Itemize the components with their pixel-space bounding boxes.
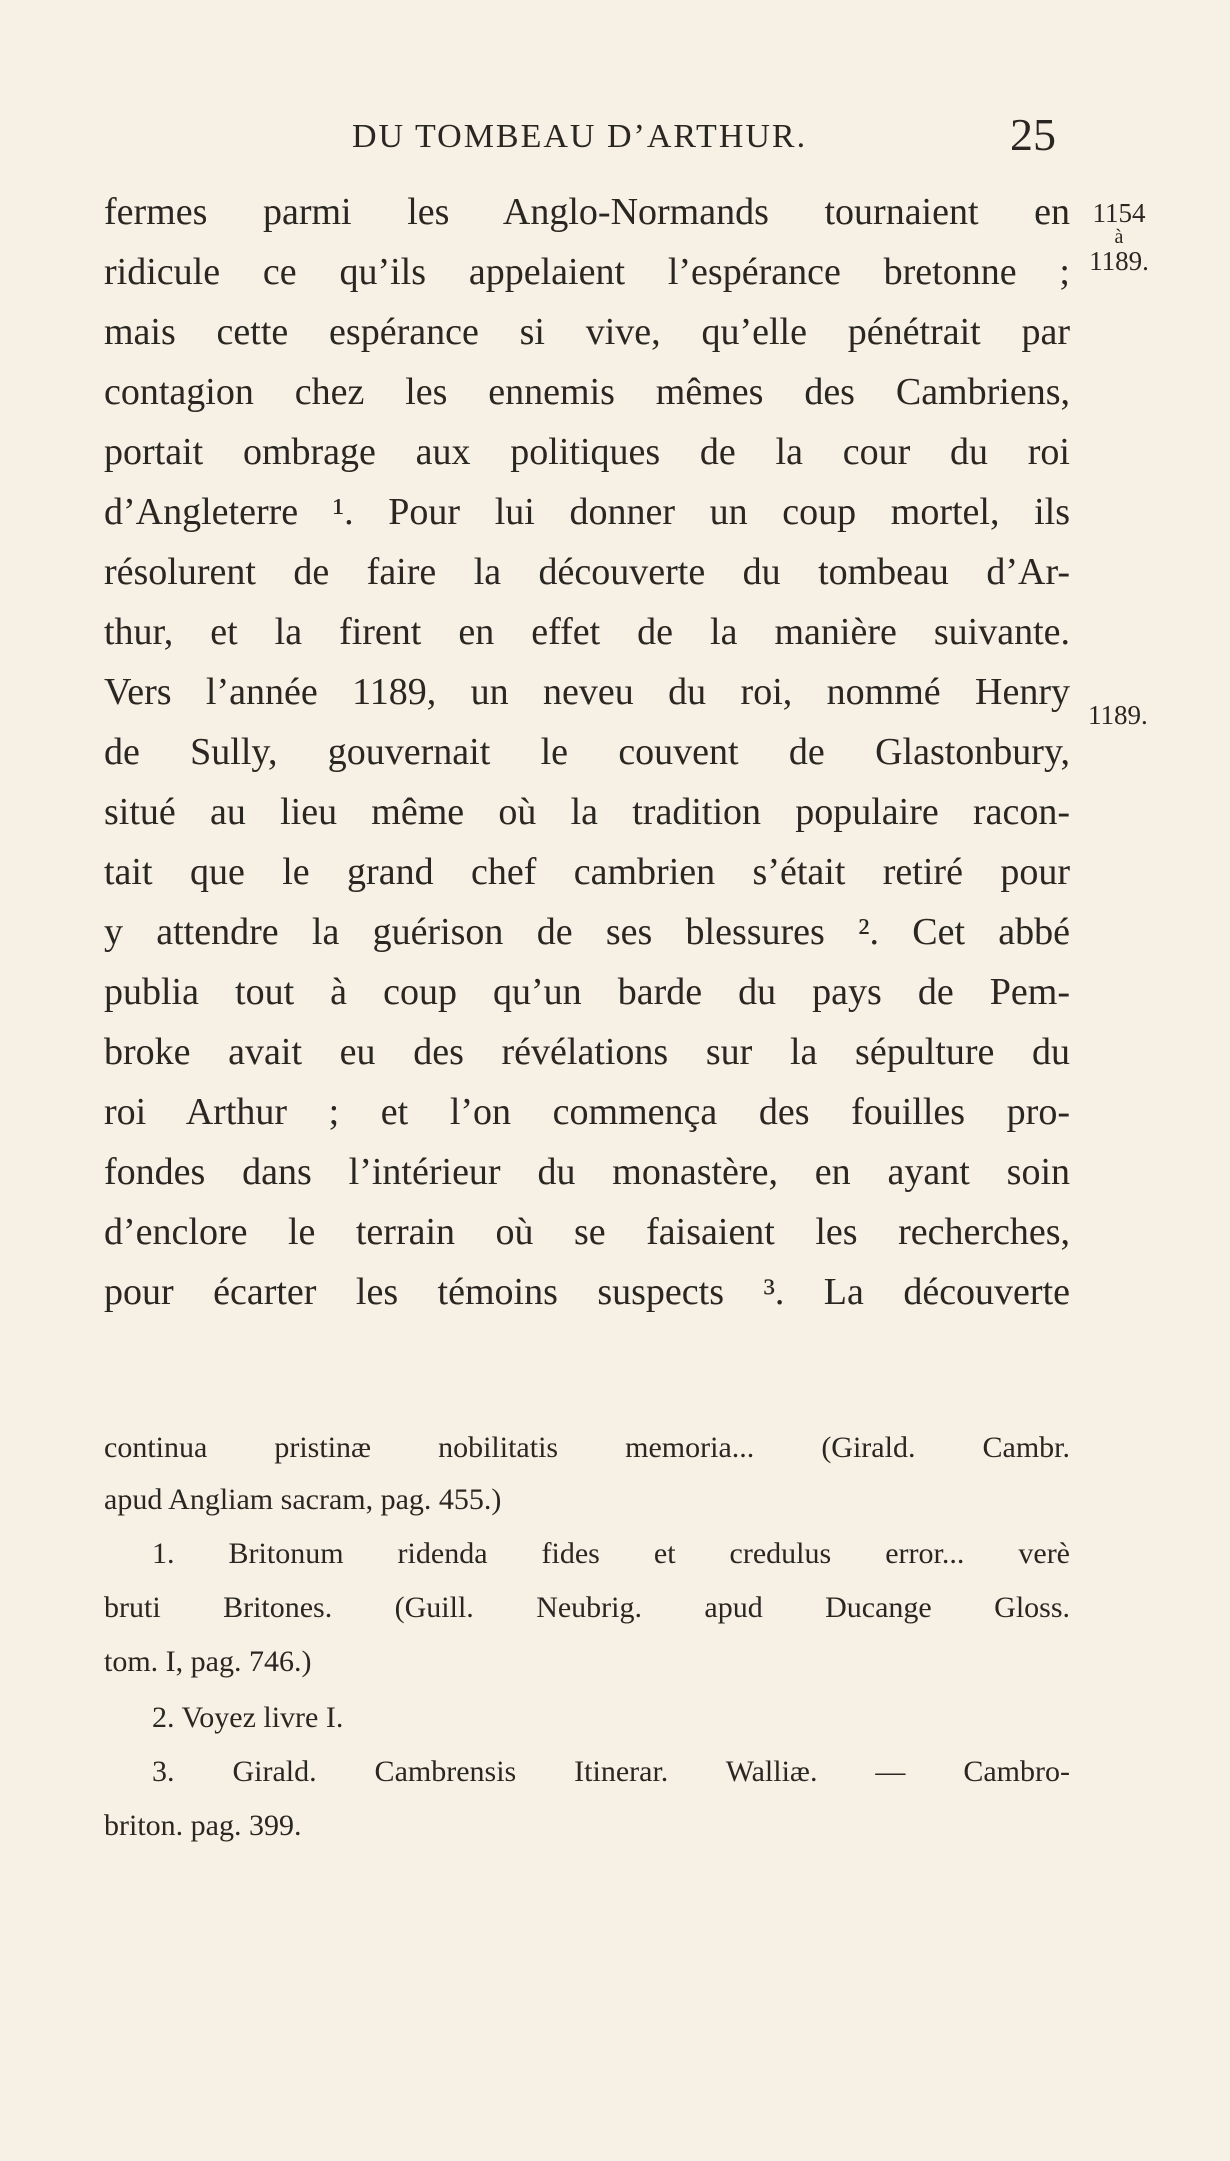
body-line: roi Arthur ; et l’on commença des fouilles pro- <box>104 1091 1070 1133</box>
body-line: d’enclore le terrain où se faisaient les recherches, <box>104 1211 1070 1253</box>
footnote-line: continua pristinæ nobilitatis memoria... (Girald. Cambr. <box>104 1431 1070 1464</box>
body-line: mais cette espérance si vive, qu’elle pénétrait par <box>104 311 1070 353</box>
footnote-line: 3. Girald. Cambrensis Itinerar. Walliæ. — Cambro- <box>152 1755 1070 1788</box>
margin-date-single: 1189. <box>1088 700 1148 730</box>
body-line: ridicule ce qu’ils appelaient l’espérance bretonne ; <box>104 251 1070 293</box>
footnote-line: 2. Voyez livre I. <box>152 1701 344 1734</box>
body-line: pour écarter les témoins suspects ³. La découverte <box>104 1271 1070 1313</box>
body-line: tait que le grand chef cambrien s’était retiré pour <box>104 851 1070 893</box>
margin-date-end: 1189. <box>1089 246 1149 276</box>
footnote-separator <box>104 1372 1070 1373</box>
body-line: fermes parmi les Anglo-Normands tournaient en <box>104 191 1070 233</box>
page-number: 25 <box>1010 109 1056 160</box>
footnote-line: apud Angliam sacram, pag. 455.) <box>104 1483 502 1516</box>
footnote-line: 1. Britonum ridenda fides et credulus error... verè <box>152 1537 1070 1570</box>
body-line: fondes dans l’intérieur du monastère, en ayant soin <box>104 1151 1070 1193</box>
footnote-line: bruti Britones. (Guill. Neubrig. apud Ducange Gloss. <box>104 1591 1070 1624</box>
body-line: publia tout à coup qu’un barde du pays de Pem- <box>104 971 1070 1013</box>
footnote-line: briton. pag. 399. <box>104 1809 302 1842</box>
body-line: d’Angleterre ¹. Pour lui donner un coup mortel, ils <box>104 491 1070 533</box>
running-title: DU TOMBEAU D’ARTHUR. <box>352 118 808 155</box>
body-line: contagion chez les ennemis mêmes des Cambriens, <box>104 371 1070 413</box>
margin-date-mid: à <box>1114 226 1124 248</box>
body-line: y attendre la guérison de ses blessures ². Cet abbé <box>104 911 1070 953</box>
body-line: situé au lieu même où la tradition populaire racon- <box>104 791 1070 833</box>
margin-date-start: 1154 <box>1092 198 1146 228</box>
body-line: thur, et la firent en effet de la manière suivante. <box>104 611 1070 653</box>
body-line: de Sully, gouvernait le couvent de Glastonbury, <box>104 731 1070 773</box>
margin-date-range <box>1086 198 1152 276</box>
body-line: Vers l’année 1189, un neveu du roi, nommé Henry <box>104 671 1070 713</box>
body-line: portait ombrage aux politiques de la cour du roi <box>104 431 1070 473</box>
footnote-line: tom. I, pag. 746.) <box>104 1645 312 1678</box>
body-line: broke avait eu des révélations sur la sépulture du <box>104 1031 1070 1073</box>
body-line: résolurent de faire la découverte du tombeau d’Ar- <box>104 551 1070 593</box>
